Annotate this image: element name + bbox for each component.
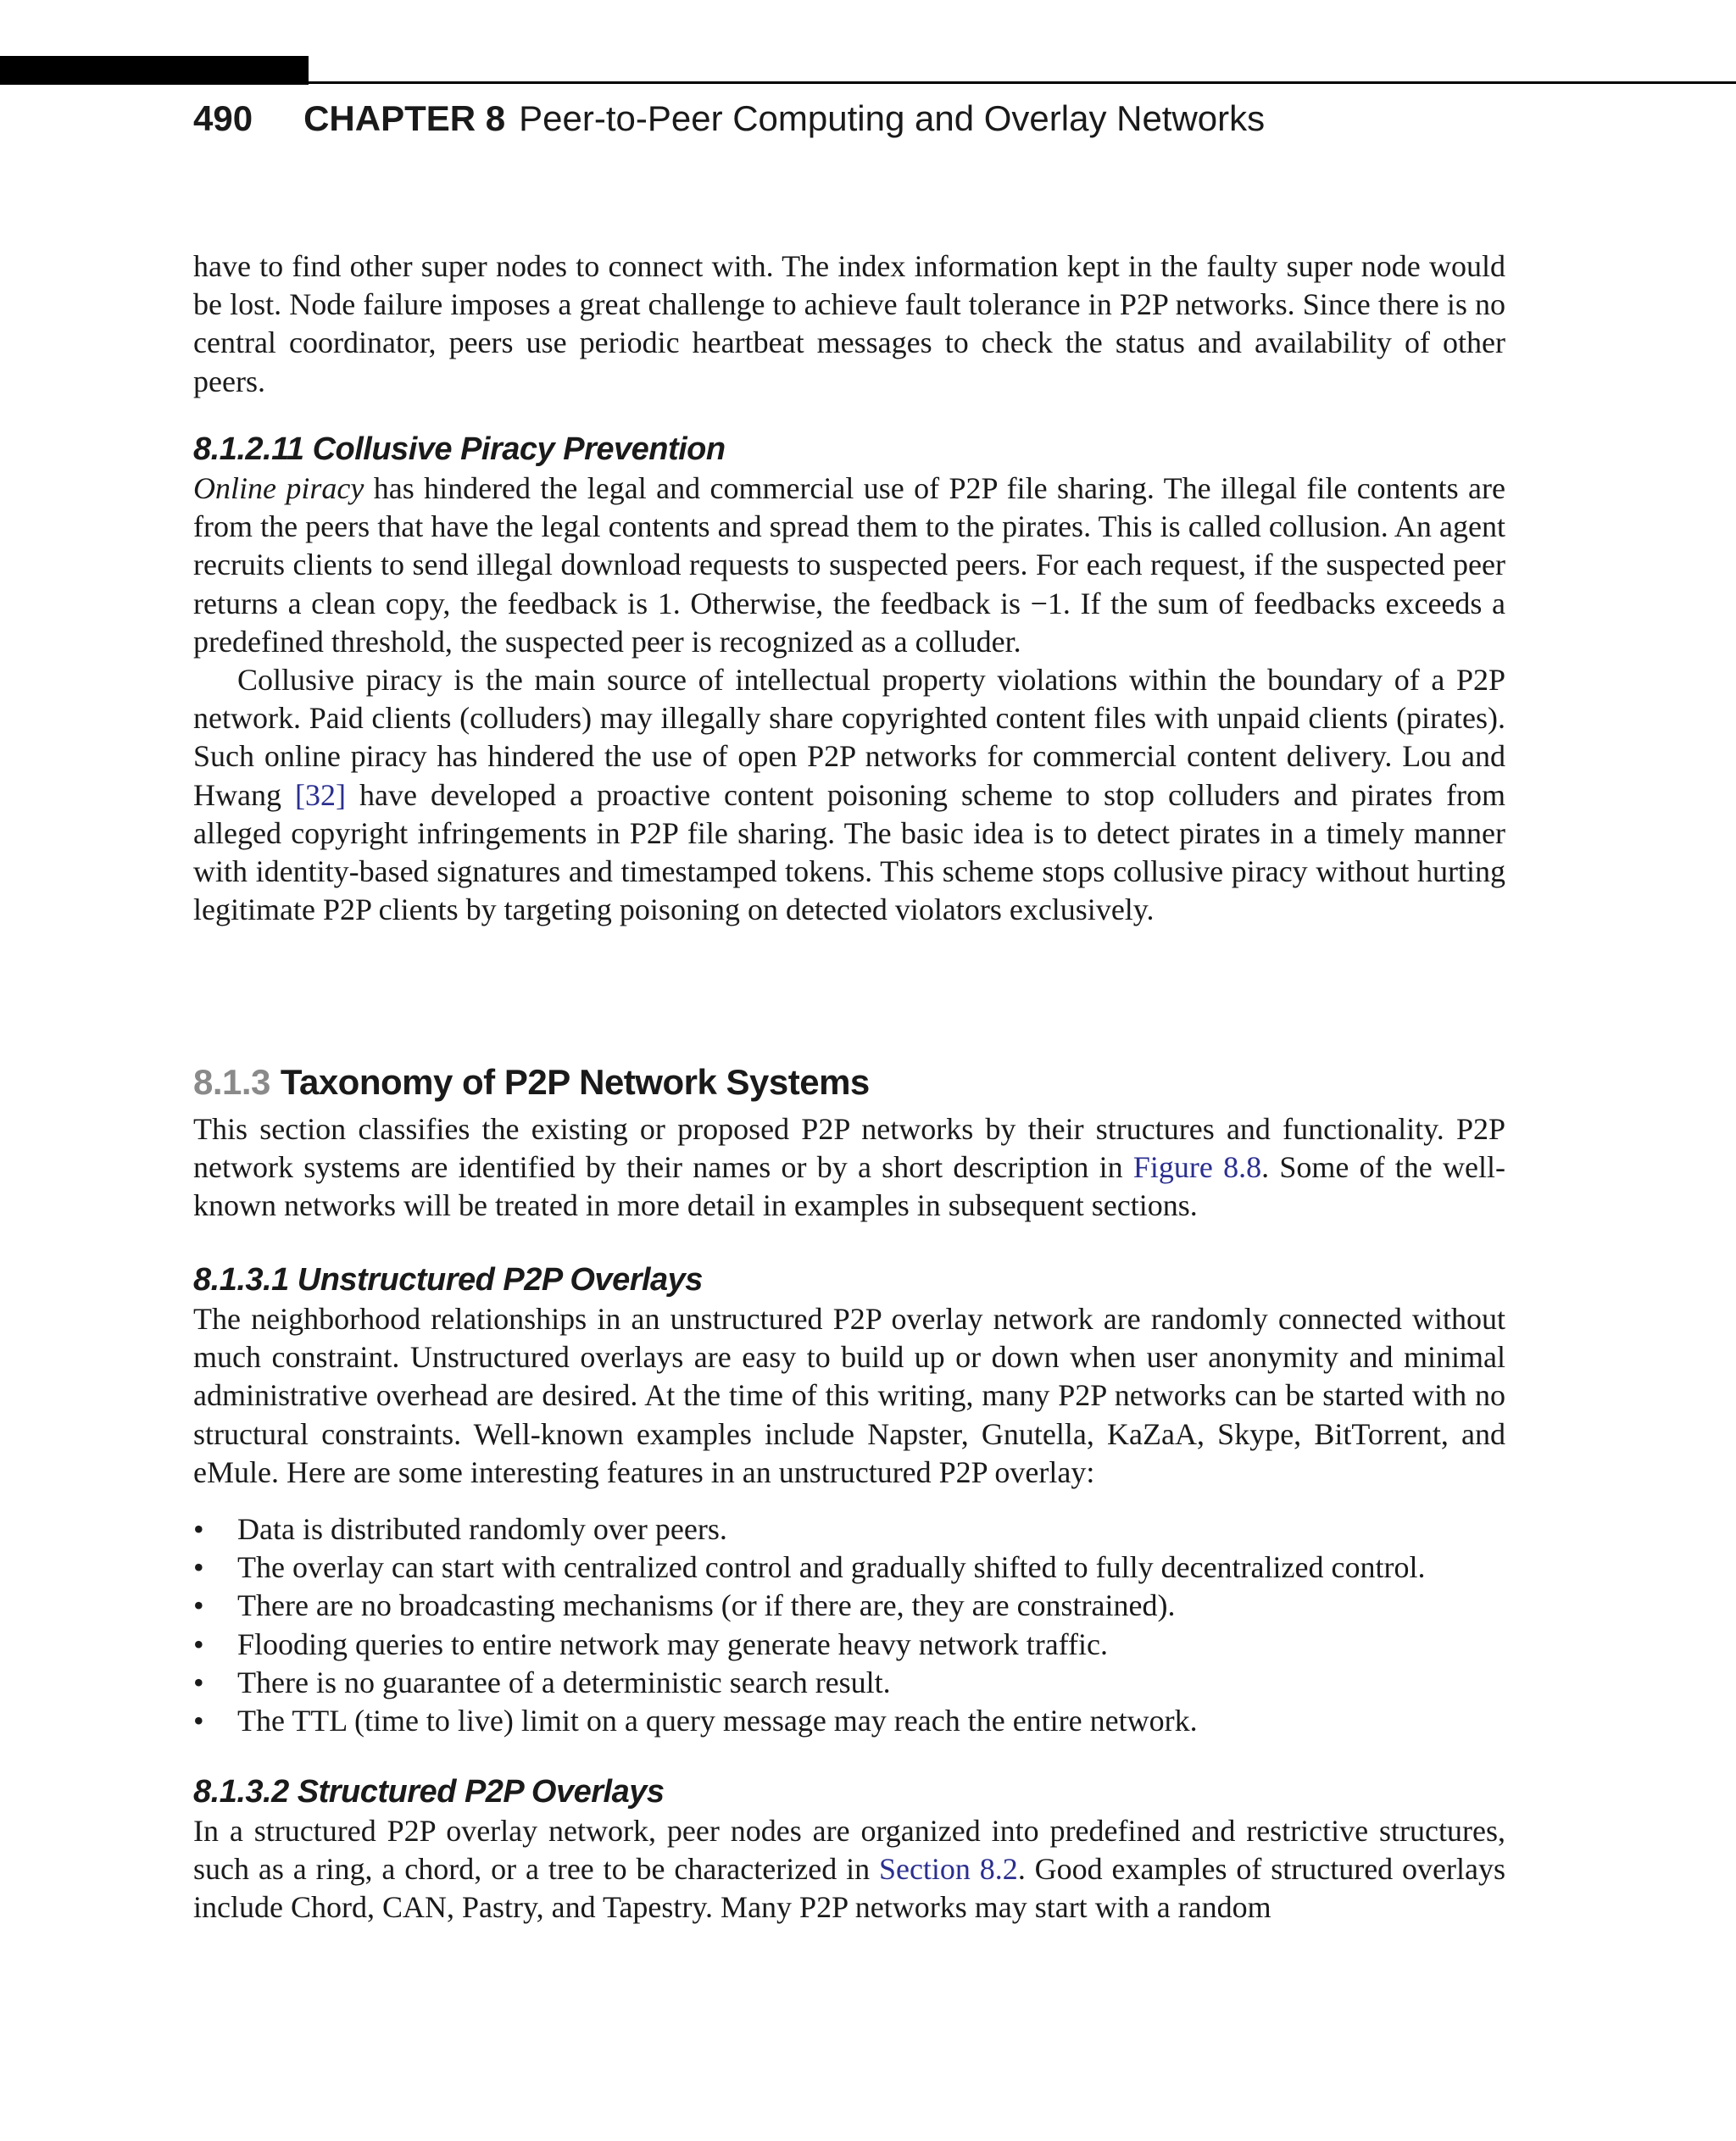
- list-item-text: There are no broadcasting mechanisms (or if there are, they are constrained).: [237, 1588, 1176, 1623]
- structured-paragraph: [193, 1812, 1505, 1927]
- list-item: [193, 1702, 1505, 1740]
- intro-block: [193, 247, 1505, 401]
- section-title: Taxonomy of P2P Network Systems: [280, 1062, 870, 1102]
- unstructured-features-list: [193, 1510, 1505, 1740]
- heading-structured-overlays: 8.1.3.2 Structured P2P Overlays: [193, 1774, 665, 1810]
- section-8-1-3: [193, 1061, 1505, 1226]
- list-item: [193, 1549, 1505, 1587]
- structured-text-b: . Good examples of structured overlays include Chord, CAN, Pastry, and Tapestry. Many P2P networks may start with a random: [193, 1852, 1506, 1925]
- heading-unstructured-overlays: 8.1.3.1 Unstructured P2P Overlays: [193, 1262, 703, 1298]
- bullet-icon: •: [193, 1627, 204, 1661]
- section-number: 8.1.3: [193, 1062, 270, 1102]
- structured-text-a: In a structured P2P overlay network, peer nodes are organized into predefined and restrictive structures, such as a ring, a chord, or a tree to be characterized in: [193, 1814, 1505, 1887]
- bullet-icon: •: [193, 1665, 204, 1699]
- online-piracy-term: Online piracy: [193, 471, 364, 505]
- taxonomy-text-a: This section classifies the existing or proposed P2P networks by their structures and functionality. P2P network systems are identified by their names or by a short description in: [193, 1112, 1505, 1185]
- list-item: [193, 1664, 1505, 1702]
- chapter-title: Peer-to-Peer Computing and Overlay Networks: [519, 98, 1266, 138]
- bullet-icon: •: [193, 1512, 204, 1547]
- piracy-paragraph-1-text: has hindered the legal and commercial use of P2P file sharing. The illegal file contents are from the peers that have the legal contents and spread them to the pirates. This is called collusion. An agent recruits clients to send illegal download requests to suspected peers. For each request, if the suspected peer returns a clean copy, the feedback is 1. Otherwise, the feedback is −1. If the sum of feedbacks exceeds a predefined threshold, the suspected peer is recognized as a colluder.: [193, 471, 1506, 659]
- citation-link-32[interactable]: [32]: [295, 777, 346, 812]
- list-item: [193, 1587, 1505, 1625]
- heading-collusive-piracy-prevention: 8.1.2.11 Collusive Piracy Prevention: [193, 431, 726, 467]
- header-rule-thick: [0, 56, 309, 85]
- header-rule-thin: [309, 81, 1736, 84]
- chapter-label: CHAPTER 8: [303, 98, 506, 138]
- unstructured-paragraph: The neighborhood relationships in an unstructured P2P overlay network are randomly connected without much constraint. Unstructured overlays are easy to build up or down when user anonymity and minimal administrative overhead are desired. At the time of this writing, many P2P networks can be started with no structural constraints. Well-known examples include Napster, Gnutella, KaZaA, Skype, BitTorrent, and eMule. Here are some interesting features in an unstructured P2P overlay:: [193, 1302, 1505, 1489]
- intro-paragraph: have to find other super nodes to connect with. The index information kept in the faulty super node would be lost. Node failure imposes a great challenge to achieve fault tolerance in P2P networks. Since there is no central coordinator, peers use periodic heartbeat messages to check the status and availability of other peers.: [193, 249, 1505, 398]
- section-8-1-3-1: [193, 1261, 1505, 1740]
- list-item-text: There is no guarantee of a deterministic search result.: [237, 1665, 891, 1699]
- taxonomy-text-b: . Some of the well-known networks will be treated in more detail in examples in subsequent sections.: [193, 1150, 1505, 1223]
- section-8-2-link[interactable]: Section 8.2: [878, 1852, 1018, 1887]
- bullet-icon: •: [193, 1588, 204, 1623]
- bullet-icon: •: [193, 1550, 204, 1585]
- list-item: [193, 1510, 1505, 1549]
- taxonomy-paragraph: [193, 1110, 1505, 1226]
- heading-taxonomy: [193, 1061, 1505, 1104]
- list-item-text: The TTL (time to live) limit on a query message may reach the entire network.: [237, 1704, 1198, 1738]
- page-number: 490: [193, 98, 253, 138]
- running-head: [193, 95, 1265, 142]
- section-8-1-3-2: [193, 1773, 1505, 1927]
- bullet-icon: •: [193, 1704, 204, 1738]
- piracy-paragraph-2: [193, 661, 1505, 929]
- piracy-paragraph-2-text-a: Collusive piracy is the main source of intellectual property violations within the boundary of a P2P network. Paid clients (colluders) may illegally share copyrighted content files with unpaid clients (pirates). Such online piracy has hindered the use of open P2P networks for commercial content delivery. Lou and Hwang: [193, 663, 1505, 812]
- list-item-text: The overlay can start with centralized control and gradually shifted to fully decentralized control.: [237, 1550, 1426, 1585]
- piracy-paragraph-2-text-b: have developed a proactive content poisoning scheme to stop colluders and pirates from alleged copyright infringements in P2P file sharing. The basic idea is to detect pirates in a timely manner with identity-based signatures and timestamped tokens. This scheme stops collusive piracy without hurting legitimate P2P clients by targeting poisoning on detected violators exclusively.: [193, 777, 1505, 927]
- list-item: [193, 1626, 1505, 1664]
- section-8-1-2-11: [193, 431, 1505, 929]
- figure-8-8-link[interactable]: Figure 8.8: [1132, 1150, 1262, 1185]
- list-item-text: Flooding queries to entire network may generate heavy network traffic.: [237, 1627, 1108, 1661]
- piracy-paragraph-1: [193, 470, 1505, 661]
- list-item-text: Data is distributed randomly over peers.: [237, 1512, 727, 1547]
